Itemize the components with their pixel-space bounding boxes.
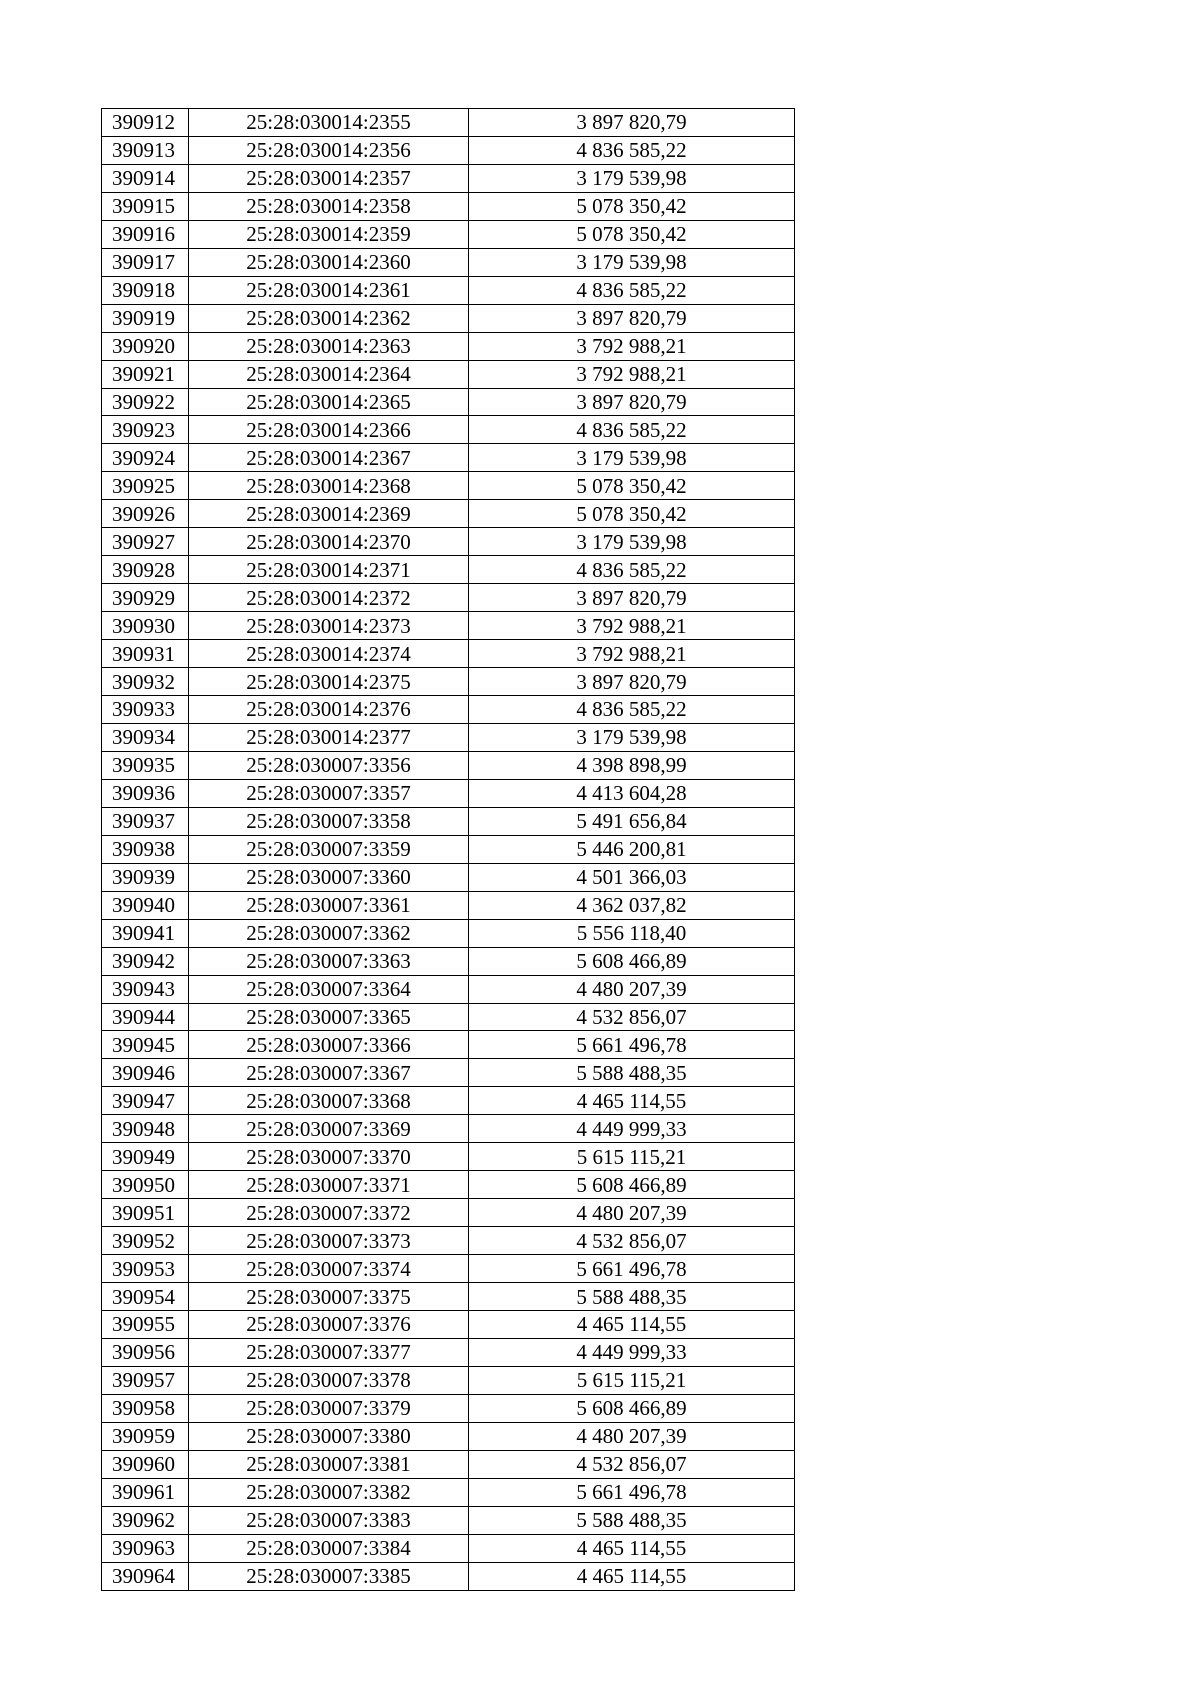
cadastral-number-cell: 25:28:030014:2370: [189, 528, 469, 556]
table-row: [102, 444, 795, 472]
cadastral-value-cell: 3 792 988,21: [469, 360, 795, 388]
cadastral-number-cell: 25:28:030007:3362: [189, 919, 469, 947]
table-row: [102, 304, 795, 332]
cadastral-number-cell: 25:28:030007:3379: [189, 1394, 469, 1422]
cadastral-number-cell: 25:28:030007:3385: [189, 1562, 469, 1590]
cadastral-value-cell: 4 465 114,55: [469, 1534, 795, 1562]
cadastral-number-cell: 25:28:030007:3371: [189, 1171, 469, 1199]
table-row: [102, 947, 795, 975]
table-row: [102, 863, 795, 891]
table-row: [102, 1478, 795, 1506]
row-number-cell: 390959: [102, 1422, 189, 1450]
cadastral-number-cell: 25:28:030007:3363: [189, 947, 469, 975]
table-row: [102, 1283, 795, 1311]
row-number-cell: 390939: [102, 863, 189, 891]
table-row: [102, 1450, 795, 1478]
row-number-cell: 390931: [102, 640, 189, 668]
cadastral-number-cell: 25:28:030014:2375: [189, 668, 469, 696]
table-row: [102, 584, 795, 612]
cadastral-number-cell: 25:28:030014:2364: [189, 360, 469, 388]
table-row: [102, 751, 795, 779]
row-number-cell: 390961: [102, 1478, 189, 1506]
cadastral-value-cell: 4 480 207,39: [469, 1422, 795, 1450]
cadastral-value-cell: 4 501 366,03: [469, 863, 795, 891]
cadastral-value-cell: 4 362 037,82: [469, 891, 795, 919]
cadastral-value-cell: 3 179 539,98: [469, 444, 795, 472]
row-number-cell: 390960: [102, 1450, 189, 1478]
table-row: [102, 248, 795, 276]
row-number-cell: 390928: [102, 556, 189, 584]
cadastral-number-cell: 25:28:030014:2362: [189, 304, 469, 332]
cadastral-number-cell: 25:28:030014:2358: [189, 192, 469, 220]
cadastral-value-cell: 3 792 988,21: [469, 612, 795, 640]
row-number-cell: 390962: [102, 1506, 189, 1534]
table-row: [102, 1310, 795, 1338]
cadastral-value-cell: 4 836 585,22: [469, 556, 795, 584]
row-number-cell: 390918: [102, 276, 189, 304]
table-row: [102, 1255, 795, 1283]
cadastral-number-cell: 25:28:030007:3374: [189, 1255, 469, 1283]
cadastral-number-cell: 25:28:030007:3356: [189, 751, 469, 779]
cadastral-number-cell: 25:28:030014:2373: [189, 612, 469, 640]
cadastral-number-cell: 25:28:030014:2371: [189, 556, 469, 584]
row-number-cell: 390941: [102, 919, 189, 947]
cadastral-number-cell: 25:28:030014:2367: [189, 444, 469, 472]
table-row: [102, 1562, 795, 1590]
row-number-cell: 390953: [102, 1255, 189, 1283]
cadastral-number-cell: 25:28:030007:3376: [189, 1310, 469, 1338]
row-number-cell: 390957: [102, 1366, 189, 1394]
table-row: [102, 1031, 795, 1059]
cadastral-number-cell: 25:28:030007:3373: [189, 1227, 469, 1255]
table-row: [102, 640, 795, 668]
row-number-cell: 390954: [102, 1283, 189, 1311]
cadastral-number-cell: 25:28:030014:2359: [189, 220, 469, 248]
row-number-cell: 390938: [102, 835, 189, 863]
cadastral-number-cell: 25:28:030007:3378: [189, 1366, 469, 1394]
table-row: [102, 1143, 795, 1171]
table-row: [102, 1171, 795, 1199]
table-row: [102, 1422, 795, 1450]
cadastral-value-cell: 4 532 856,07: [469, 1227, 795, 1255]
cadastral-value-cell: 3 897 820,79: [469, 304, 795, 332]
cadastral-number-cell: 25:28:030014:2372: [189, 584, 469, 612]
row-number-cell: 390921: [102, 360, 189, 388]
row-number-cell: 390917: [102, 248, 189, 276]
cadastral-value-cell: 3 179 539,98: [469, 248, 795, 276]
table-row: [102, 1059, 795, 1087]
cadastral-value-cell: 5 078 350,42: [469, 500, 795, 528]
cadastral-value-cell: 4 480 207,39: [469, 975, 795, 1003]
row-number-cell: 390940: [102, 891, 189, 919]
cadastral-value-cell: 4 836 585,22: [469, 136, 795, 164]
row-number-cell: 390943: [102, 975, 189, 1003]
table-row: [102, 416, 795, 444]
row-number-cell: 390946: [102, 1059, 189, 1087]
cadastral-number-cell: 25:28:030007:3365: [189, 1003, 469, 1031]
row-number-cell: 390914: [102, 164, 189, 192]
cadastral-value-cell: 5 588 488,35: [469, 1283, 795, 1311]
row-number-cell: 390913: [102, 136, 189, 164]
cadastral-number-cell: 25:28:030007:3361: [189, 891, 469, 919]
row-number-cell: 390922: [102, 388, 189, 416]
row-number-cell: 390948: [102, 1115, 189, 1143]
cadastral-value-cell: 3 179 539,98: [469, 164, 795, 192]
row-number-cell: 390930: [102, 612, 189, 640]
row-number-cell: 390964: [102, 1562, 189, 1590]
table-row: [102, 1115, 795, 1143]
row-number-cell: 390927: [102, 528, 189, 556]
cadastral-value-cell: 3 897 820,79: [469, 109, 795, 137]
cadastral-value-cell: 3 897 820,79: [469, 668, 795, 696]
cadastral-value-cell: 4 413 604,28: [469, 779, 795, 807]
table-row: [102, 1534, 795, 1562]
table-row: [102, 276, 795, 304]
cadastral-number-cell: 25:28:030007:3370: [189, 1143, 469, 1171]
cadastral-value-cell: 5 491 656,84: [469, 807, 795, 835]
row-number-cell: 390916: [102, 220, 189, 248]
cadastral-number-cell: 25:28:030014:2363: [189, 332, 469, 360]
table-row: [102, 835, 795, 863]
cadastral-value-cell: 4 532 856,07: [469, 1450, 795, 1478]
row-number-cell: 390934: [102, 723, 189, 751]
cadastral-number-cell: 25:28:030014:2365: [189, 388, 469, 416]
cadastral-value-cell: 5 588 488,35: [469, 1506, 795, 1534]
row-number-cell: 390919: [102, 304, 189, 332]
cadastral-value-cell: 5 661 496,78: [469, 1031, 795, 1059]
table-row: [102, 556, 795, 584]
table-row: [102, 1506, 795, 1534]
row-number-cell: 390924: [102, 444, 189, 472]
row-number-cell: 390935: [102, 751, 189, 779]
cadastral-value-table: [101, 108, 795, 1591]
cadastral-number-cell: 25:28:030007:3375: [189, 1283, 469, 1311]
table-row: [102, 1199, 795, 1227]
cadastral-value-cell: 4 465 114,55: [469, 1310, 795, 1338]
cadastral-value-cell: 5 615 115,21: [469, 1366, 795, 1394]
cadastral-value-cell: 4 449 999,33: [469, 1338, 795, 1366]
table-row: [102, 779, 795, 807]
table-row: [102, 1394, 795, 1422]
table-row: [102, 975, 795, 1003]
cadastral-number-cell: 25:28:030007:3380: [189, 1422, 469, 1450]
cadastral-number-cell: 25:28:030014:2368: [189, 472, 469, 500]
cadastral-number-cell: 25:28:030007:3360: [189, 863, 469, 891]
cadastral-number-cell: 25:28:030014:2360: [189, 248, 469, 276]
cadastral-value-cell: 5 615 115,21: [469, 1143, 795, 1171]
table-row: [102, 1087, 795, 1115]
table-row: [102, 723, 795, 751]
table-row: [102, 891, 795, 919]
row-number-cell: 390958: [102, 1394, 189, 1422]
row-number-cell: 390925: [102, 472, 189, 500]
cadastral-number-cell: 25:28:030007:3383: [189, 1506, 469, 1534]
row-number-cell: 390923: [102, 416, 189, 444]
cadastral-number-cell: 25:28:030014:2355: [189, 109, 469, 137]
cadastral-value-cell: 5 661 496,78: [469, 1478, 795, 1506]
row-number-cell: 390963: [102, 1534, 189, 1562]
cadastral-number-cell: 25:28:030014:2376: [189, 696, 469, 724]
row-number-cell: 390932: [102, 668, 189, 696]
cadastral-value-cell: 5 078 350,42: [469, 192, 795, 220]
row-number-cell: 390949: [102, 1143, 189, 1171]
cadastral-value-cell: 4 836 585,22: [469, 696, 795, 724]
cadastral-value-cell: 5 588 488,35: [469, 1059, 795, 1087]
cadastral-value-cell: 4 532 856,07: [469, 1003, 795, 1031]
cadastral-value-cell: 3 179 539,98: [469, 528, 795, 556]
cadastral-value-cell: 4 465 114,55: [469, 1562, 795, 1590]
row-number-cell: 390947: [102, 1087, 189, 1115]
cadastral-number-cell: 25:28:030007:3382: [189, 1478, 469, 1506]
row-number-cell: 390945: [102, 1031, 189, 1059]
table-row: [102, 1338, 795, 1366]
table-row: [102, 807, 795, 835]
cadastral-number-cell: 25:28:030007:3357: [189, 779, 469, 807]
cadastral-value-cell: 5 446 200,81: [469, 835, 795, 863]
table-row: [102, 220, 795, 248]
row-number-cell: 390950: [102, 1171, 189, 1199]
table-row: [102, 1227, 795, 1255]
cadastral-number-cell: 25:28:030014:2361: [189, 276, 469, 304]
cadastral-number-cell: 25:28:030007:3381: [189, 1450, 469, 1478]
cadastral-value-cell: 4 836 585,22: [469, 416, 795, 444]
cadastral-number-cell: 25:28:030014:2366: [189, 416, 469, 444]
cadastral-number-cell: 25:28:030007:3364: [189, 975, 469, 1003]
table-row: [102, 696, 795, 724]
row-number-cell: 390915: [102, 192, 189, 220]
cadastral-value-cell: 4 465 114,55: [469, 1087, 795, 1115]
cadastral-value-cell: 4 480 207,39: [469, 1199, 795, 1227]
cadastral-value-cell: 5 078 350,42: [469, 472, 795, 500]
cadastral-value-cell: 3 792 988,21: [469, 332, 795, 360]
table-row: [102, 668, 795, 696]
cadastral-value-cell: 3 179 539,98: [469, 723, 795, 751]
cadastral-number-cell: 25:28:030014:2369: [189, 500, 469, 528]
row-number-cell: 390951: [102, 1199, 189, 1227]
cadastral-number-cell: 25:28:030007:3369: [189, 1115, 469, 1143]
row-number-cell: 390926: [102, 500, 189, 528]
cadastral-value-cell: 3 897 820,79: [469, 584, 795, 612]
table-row: [102, 528, 795, 556]
row-number-cell: 390929: [102, 584, 189, 612]
table-row: [102, 109, 795, 137]
cadastral-number-cell: 25:28:030007:3367: [189, 1059, 469, 1087]
table-row: [102, 360, 795, 388]
table-row: [102, 1003, 795, 1031]
cadastral-value-cell: 4 398 898,99: [469, 751, 795, 779]
cadastral-value-cell: 3 792 988,21: [469, 640, 795, 668]
cadastral-number-cell: 25:28:030014:2356: [189, 136, 469, 164]
cadastral-value-cell: 5 608 466,89: [469, 1171, 795, 1199]
table-row: [102, 388, 795, 416]
cadastral-number-cell: 25:28:030007:3366: [189, 1031, 469, 1059]
row-number-cell: 390912: [102, 109, 189, 137]
table-body: [102, 109, 795, 1591]
cadastral-number-cell: 25:28:030007:3384: [189, 1534, 469, 1562]
cadastral-number-cell: 25:28:030007:3358: [189, 807, 469, 835]
cadastral-value-cell: 5 556 118,40: [469, 919, 795, 947]
row-number-cell: 390944: [102, 1003, 189, 1031]
row-number-cell: 390942: [102, 947, 189, 975]
cadastral-number-cell: 25:28:030007:3359: [189, 835, 469, 863]
table-row: [102, 472, 795, 500]
cadastral-number-cell: 25:28:030014:2374: [189, 640, 469, 668]
table-row: [102, 919, 795, 947]
cadastral-number-cell: 25:28:030014:2357: [189, 164, 469, 192]
cadastral-value-cell: 4 836 585,22: [469, 276, 795, 304]
row-number-cell: 390936: [102, 779, 189, 807]
row-number-cell: 390920: [102, 332, 189, 360]
row-number-cell: 390937: [102, 807, 189, 835]
cadastral-number-cell: 25:28:030007:3377: [189, 1338, 469, 1366]
cadastral-value-cell: 5 608 466,89: [469, 1394, 795, 1422]
row-number-cell: 390952: [102, 1227, 189, 1255]
cadastral-number-cell: 25:28:030007:3368: [189, 1087, 469, 1115]
cadastral-number-cell: 25:28:030014:2377: [189, 723, 469, 751]
table-row: [102, 612, 795, 640]
table-row: [102, 1366, 795, 1394]
row-number-cell: 390956: [102, 1338, 189, 1366]
row-number-cell: 390933: [102, 696, 189, 724]
table-row: [102, 164, 795, 192]
table-row: [102, 192, 795, 220]
cadastral-value-cell: 5 078 350,42: [469, 220, 795, 248]
cadastral-value-cell: 4 449 999,33: [469, 1115, 795, 1143]
cadastral-value-cell: 3 897 820,79: [469, 388, 795, 416]
row-number-cell: 390955: [102, 1310, 189, 1338]
table-row: [102, 500, 795, 528]
table-row: [102, 332, 795, 360]
cadastral-value-cell: 5 661 496,78: [469, 1255, 795, 1283]
cadastral-value-cell: 5 608 466,89: [469, 947, 795, 975]
table-row: [102, 136, 795, 164]
cadastral-number-cell: 25:28:030007:3372: [189, 1199, 469, 1227]
